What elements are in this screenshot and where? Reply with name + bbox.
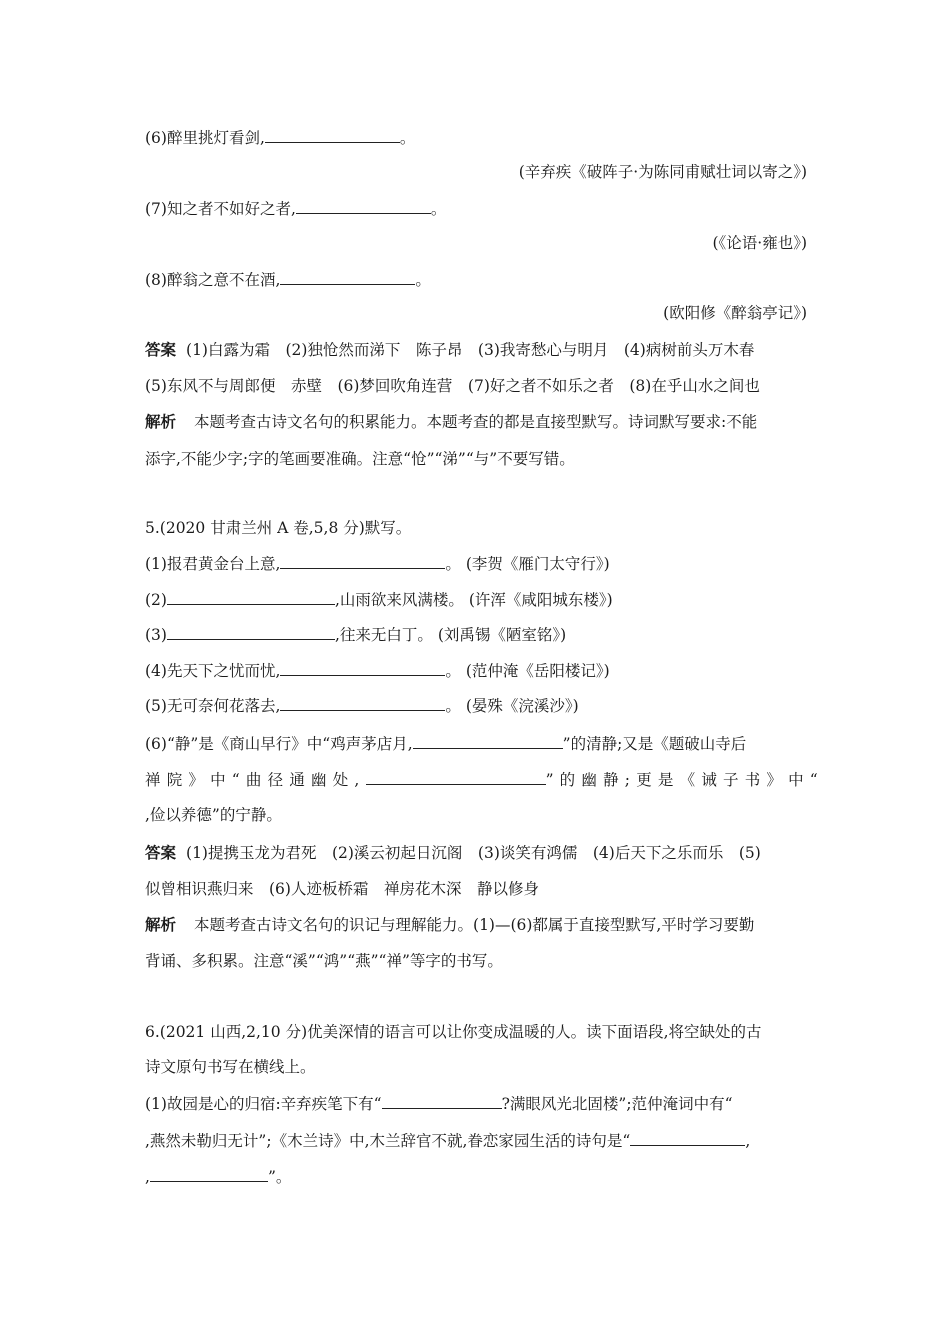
q4-analysis-line-2: 添字,不能少字;字的笔画要准确。注意“怆”“涕”“与”不要写错。 [145,450,575,468]
answer-blank[interactable] [296,197,431,214]
q4-item-6: (6)醉里挑灯看剑, 。 [145,126,415,149]
q5-analysis-line-2: 背诵、多积累。注意“溪”“鸿”“燕”“禅”等字的书写。 [145,952,503,970]
q5-item-6-line-3: ,俭以养德”的宁静。 [145,806,282,824]
q4-item-6-source: (辛弃疾《破阵子·为陈同甫赋壮词以寄之》) [518,163,807,181]
q4-item-7: (7)知之者不如好之者, 。 [145,197,446,220]
q4-item-7-source: (《论语·雍也》) [712,234,807,252]
q4-analysis-line-1: 解析 本题考查古诗文名句的积累能力。本题考查的都是直接型默写。诗词默写要求:不能 [145,413,758,431]
q5-item-3: (3) ,往来无白丁。 (刘禹锡《陋室铭》) [145,623,566,646]
q5-item-6-line-1: (6)“静”是《商山早行》中“鸡声茅店月, ”的清静;又是《题破山寺后 [145,732,746,755]
q6-item-1-line-2: ,燕然未勒归无计”;《木兰诗》中,木兰辞官不就,眷恋家园生活的诗句是“ , [145,1129,750,1152]
answer-blank[interactable] [280,552,445,569]
q5-item-6-line-2: 禅院》中“曲径通幽处, ”的幽静;更是《诫子书》中“ [145,768,807,791]
analysis-label: 解析 [145,916,177,934]
answer-blank[interactable] [150,1165,268,1182]
answer-blank[interactable] [280,268,415,285]
q4-item-8: (8)醉翁之意不在酒, 。 [145,268,431,291]
q6-heading-line-2: 诗文原句书写在横线上。 [145,1058,316,1076]
q5-item-4: (4)先天下之忧而忧, 。 (范仲淹《岳阳楼记》) [145,659,610,682]
answer-label: 答案 [145,844,177,862]
q5-answer-line-2: 似曾相识燕归来 (6)人迹板桥霜 禅房花木深 静以修身 [145,880,539,898]
q4-answer-line-1: 答案 (1)白露为霜 (2)独怆然而涕下 陈子昂 (3)我寄愁心与明月 (4)病树前头万木春 [145,341,755,359]
answer-blank[interactable] [366,768,546,785]
q5-item-1: (1)报君黄金台上意, 。 (李贺《雁门太守行》) [145,552,610,575]
answer-blank[interactable] [280,659,445,676]
answer-blank[interactable] [280,694,445,711]
q5-item-5: (5)无可奈何花落去, 。 (晏殊《浣溪沙》) [145,694,579,717]
answer-label: 答案 [145,341,177,359]
analysis-label: 解析 [145,413,177,431]
q4-item-7-text: (7)知之者不如好之者, [145,200,296,218]
q6-item-1-line-1: (1)故园是心的归宿:辛弃疾笔下有“ ?满眼风光北固楼”;范仲淹词中有“ [145,1092,733,1115]
q4-answer-line-2: (5)东风不与周郎便 赤壁 (6)梦回吹角连营 (7)好之者不如乐之者 (8)在乎山水之间也 [145,377,760,395]
q6-item-1-line-3: , ”。 [145,1165,291,1188]
answer-blank[interactable] [413,732,563,749]
q5-answer-line-1: 答案 (1)提携玉龙为君死 (2)溪云初起日沉阁 (3)谈笑有鸿儒 (4)后天下之乐而乐 (5) [145,844,761,862]
answer-blank[interactable] [167,623,335,640]
q4-item-8-text: (8)醉翁之意不在酒, [145,271,281,289]
answer-blank[interactable] [265,126,400,143]
q5-heading: 5.(2020 甘肃兰州 A 卷,5,8 分)默写。 [145,519,412,537]
answer-blank[interactable] [382,1092,502,1109]
q5-analysis-line-1: 解析 本题考查古诗文名句的识记与理解能力。(1)—(6)都属于直接型默写,平时学习要勤 [145,916,755,934]
answer-blank[interactable] [630,1129,745,1146]
answer-blank[interactable] [167,588,335,605]
q4-item-8-source: (欧阳修《醉翁亭记》) [663,304,807,322]
q5-item-2: (2) ,山雨欲来风满楼。 (许浑《咸阳城东楼》) [145,588,613,611]
q6-heading-line-1: 6.(2021 山西,2,10 分)优美深情的语言可以让你变成温暖的人。读下面语段,将空缺处的古 [145,1023,762,1041]
q4-item-6-text: (6)醉里挑灯看剑, [145,129,265,147]
